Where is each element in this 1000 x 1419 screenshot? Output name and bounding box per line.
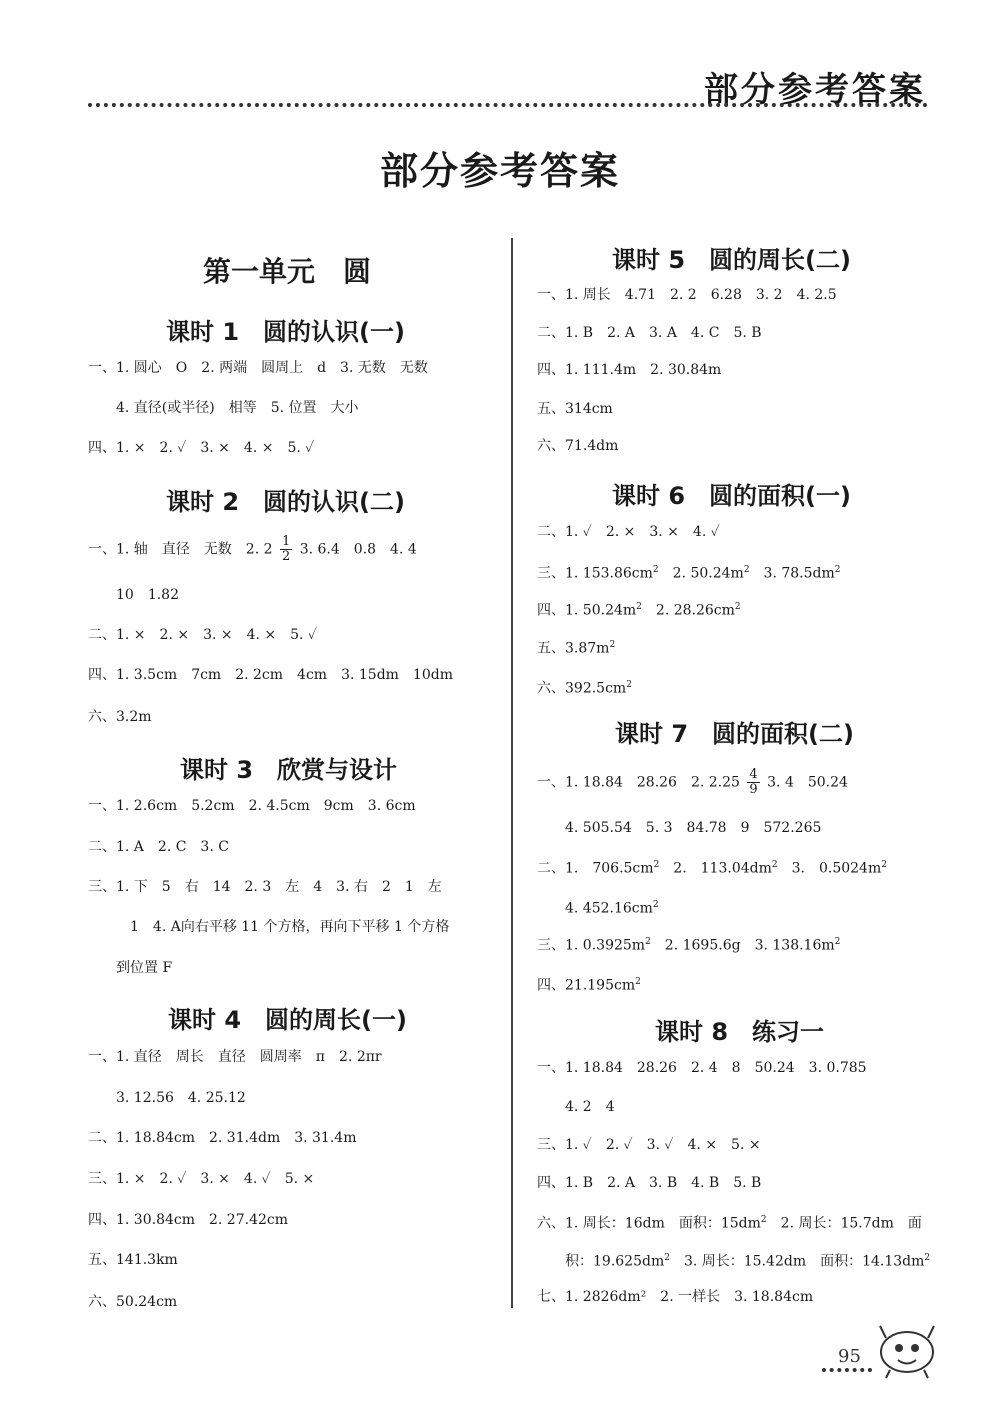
answer-text: 2. 113.04dm xyxy=(659,860,772,877)
answer-line: 二、1. × 2. × 3. × 4. × 5. ✓ xyxy=(88,627,317,643)
answer-text: 3. 78.5dm xyxy=(749,565,835,582)
superscript: 2 xyxy=(652,565,659,575)
answer-text: 五、3.87m xyxy=(537,640,610,657)
answer-line xyxy=(537,675,632,699)
superscript: 2 xyxy=(635,977,641,987)
answer-line xyxy=(565,1248,930,1272)
answer-text: 2. 28.26cm xyxy=(641,602,735,619)
answer-line xyxy=(565,895,659,919)
lesson-4-title: 课时 4 圆的周长(一) xyxy=(168,1006,407,1034)
superscript: 2 xyxy=(834,565,841,575)
answer-line: 四、1. 30.84cm 2. 27.42cm xyxy=(88,1212,289,1228)
answer-line xyxy=(537,560,841,584)
page-title: 部分参考答案 xyxy=(379,149,620,193)
answer-text: 4. 452.16cm xyxy=(565,900,653,917)
answer-line: 1 4. A向右平移 11 个方格，再向下平移 1 个方格 xyxy=(130,919,450,935)
answer-line: 四、1. B 2. A 3. B 4. B 5. B xyxy=(537,1175,762,1191)
answer-line: 三、1. × 2. ✓ 3. × 4. ✓ 5. × xyxy=(88,1171,315,1187)
lesson-5-title: 课时 5 圆的周长(二) xyxy=(612,246,851,274)
header-title: 部分参考答案 xyxy=(704,70,926,110)
answer-line: 二、1. A 2. C 3. C xyxy=(88,839,229,855)
answer-text: 2. 50.24m xyxy=(658,565,744,582)
answer-text: 四、1. 50.24m xyxy=(537,602,637,619)
answer-line: 五、314cm xyxy=(537,401,613,417)
answer-text: 2. 1695.6g 3. 138.16m xyxy=(650,937,835,954)
answer-line xyxy=(88,535,417,564)
answer-line: 二、1. 18.84cm 2. 31.4dm 3. 31.4m xyxy=(88,1130,357,1146)
answer-line: 六、3.2m xyxy=(88,709,152,725)
fraction xyxy=(280,535,292,564)
answer-line: 四、1. 111.4m 2. 30.84m xyxy=(537,362,722,378)
answer-text: 3. 6.4 0.8 4. 4 xyxy=(299,541,417,558)
lesson-2-title: 课时 2 圆的认识(二) xyxy=(166,488,405,516)
mascot-illustration xyxy=(872,1320,942,1380)
answer-line: 一、1. 18.84 28.26 2. 4 8 50.24 3. 0.785 xyxy=(537,1060,867,1076)
answer-text: 3. 4 50.24 xyxy=(767,774,848,791)
fraction-numerator: 1 xyxy=(281,534,291,549)
answer-line: 一、1. 2.6cm 5.2cm 2. 4.5cm 9cm 3. 6cm xyxy=(88,798,416,814)
answer-line: 到位置 F xyxy=(116,960,173,976)
answer-line: 4. 505.54 5. 3 84.78 9 572.265 xyxy=(565,820,822,836)
answer-line xyxy=(537,855,887,879)
lesson-6-title: 课时 6 圆的面积(一) xyxy=(612,482,851,510)
superscript: 2 xyxy=(771,860,778,870)
superscript: 2 xyxy=(834,937,841,947)
answer-text: 二、1. 706.5cm xyxy=(537,860,654,877)
superscript: 2 xyxy=(664,1253,670,1263)
answer-line xyxy=(537,635,615,659)
superscript: 2 xyxy=(881,860,887,870)
answer-line xyxy=(537,768,848,797)
answer-line xyxy=(537,972,641,996)
fraction-denominator: 2 xyxy=(281,549,291,564)
header-dotted-rule xyxy=(88,103,928,107)
answer-line: 六、50.24cm xyxy=(88,1294,178,1310)
answer-text: 一、1. 18.84 28.26 2. 2.25 xyxy=(537,774,740,791)
lesson-7-title: 课时 7 圆的面积(二) xyxy=(615,720,854,748)
answer-line: 四、1. 3.5cm 7cm 2. 2cm 4cm 3. 15dm 10dm xyxy=(88,667,453,683)
answer-line xyxy=(537,932,840,956)
fraction-denominator: 9 xyxy=(749,782,758,797)
answer-line: 三、1. ✓ 2. ✓ 3. ✓ 4. × 5. × xyxy=(537,1137,761,1153)
answer-line: 一、1. 直径 周长 直径 圆周率 π 2. 2πr xyxy=(88,1049,382,1065)
superscript: 2 xyxy=(653,860,660,870)
answer-line: 三、1. 下 5 右 14 2. 3 左 4 3. 右 2 1 左 xyxy=(88,879,442,895)
answer-text: 六、1. 周长：16dm 面积：15dm xyxy=(537,1215,761,1232)
answer-text: 3. 0.5024m xyxy=(777,860,882,877)
unit-title: 第一单元 圆 xyxy=(203,255,372,288)
superscript: 2 xyxy=(609,640,616,650)
answer-line: 4. 直径(或半径) 相等 5. 位置 大小 xyxy=(116,400,359,416)
answer-text: 3. 周长：15.42dm 面积：14.13dm xyxy=(669,1253,925,1270)
answer-text: 积：19.625dm xyxy=(565,1253,665,1270)
answer-text: 2. 周长：15.7dm 面 xyxy=(766,1215,922,1232)
answer-line: 六、71.4dm xyxy=(537,438,619,454)
answer-text: 四、21.195cm xyxy=(537,977,636,994)
answer-text: 三、1. 0.3925m xyxy=(537,937,646,954)
superscript: 2 xyxy=(645,937,651,947)
page-number: 95 xyxy=(838,1346,861,1367)
column-divider xyxy=(511,238,513,1308)
lesson-3-title: 课时 3 欣赏与设计 xyxy=(180,756,398,784)
superscript: 2 xyxy=(760,1215,767,1225)
superscript: 2 xyxy=(626,680,632,690)
answer-line: 3. 12.56 4. 25.12 xyxy=(116,1090,246,1106)
answer-line xyxy=(537,1210,922,1234)
lesson-1-title: 课时 1 圆的认识(一) xyxy=(166,318,405,346)
superscript: 2 xyxy=(743,565,750,575)
answer-line: 一、1. 圆心 O 2. 两端 圆周上 d 3. 无数 无数 xyxy=(88,360,428,376)
answer-line xyxy=(537,597,741,621)
answer-line: 七、1. 2826dm² 2. 一样长 3. 18.84cm xyxy=(537,1289,814,1305)
superscript: 2 xyxy=(734,602,741,612)
answer-text: 一、1. 轴 直径 无数 2. 2 xyxy=(88,541,273,558)
superscript: 2 xyxy=(924,1253,931,1263)
answer-line: 一、1. 周长 4.71 2. 2 6.28 3. 2 4. 2.5 xyxy=(537,287,837,303)
lesson-8-title: 课时 8 练习一 xyxy=(655,1018,825,1046)
answer-line: 4. 2 4 xyxy=(565,1099,615,1115)
footer-dotted-rule xyxy=(822,1368,872,1372)
answer-line: 二、1. B 2. A 3. A 4. C 5. B xyxy=(537,325,762,341)
superscript: 2 xyxy=(636,602,642,612)
answer-text: 六、392.5cm xyxy=(537,680,627,697)
fraction-numerator: 4 xyxy=(749,767,758,782)
superscript: 2 xyxy=(652,900,659,910)
answer-line: 10 1.82 xyxy=(116,587,179,603)
answer-line: 二、1. ✓ 2. × 3. × 4. ✓ xyxy=(537,524,720,540)
answer-line: 五、141.3km xyxy=(88,1252,178,1268)
fraction xyxy=(747,768,759,797)
answer-text: 三、1. 153.86cm xyxy=(537,565,653,582)
answer-line: 四、1. × 2. ✓ 3. × 4. × 5. ✓ xyxy=(88,440,315,456)
